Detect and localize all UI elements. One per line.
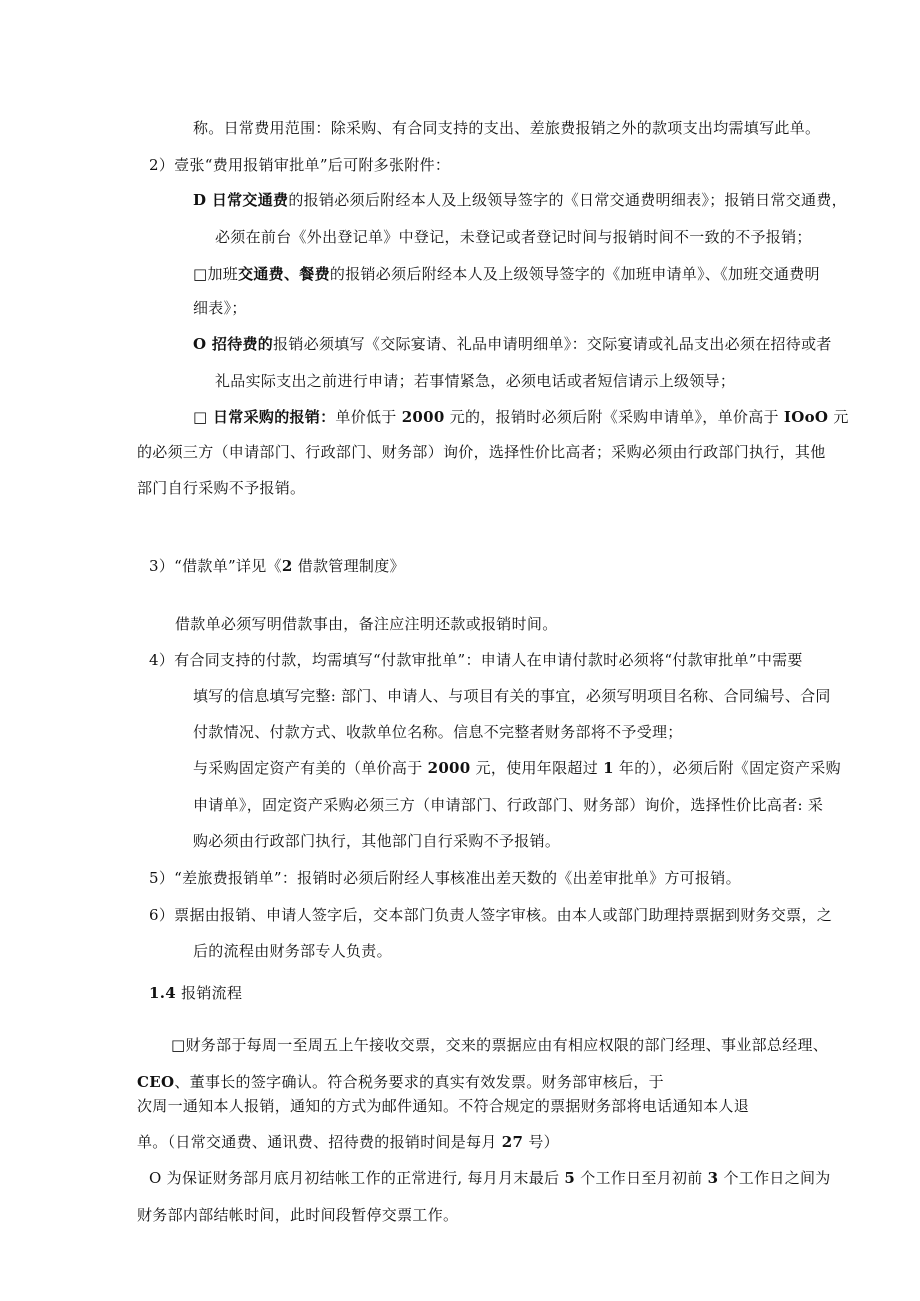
rule-text: O 为保证财务部月底月初结帐工作的正常进行, 每月月末最后 bbox=[149, 1169, 565, 1187]
bold-term: D 日常交通费 bbox=[193, 191, 289, 209]
text-line-24: □财务部于每周一至周五上午接收交票，交来的票据应由有相应权限的部门经理、事业部总经理、 bbox=[171, 1036, 829, 1054]
text-line-22: 后的流程由财务部专人负责。 bbox=[193, 942, 392, 960]
text-line-8: 礼品实际支出之前进行申请；若事情紧急，必须电话或者短信请示上级领导； bbox=[215, 372, 736, 390]
heading-text: 3）“借款单”详见《 bbox=[149, 557, 282, 575]
text-line-25 bbox=[137, 1072, 664, 1092]
rule-text: 年的），必须后附《固定资产采购 bbox=[613, 759, 841, 777]
number: 5 bbox=[564, 1169, 576, 1187]
rule-text: 的报销必须后附经本人及上级领导签字的《日常交通费明细表》；报销日常交通费， bbox=[288, 191, 847, 209]
number: 3 bbox=[707, 1169, 719, 1187]
text-line-13: 借款单必须写明借款事由，备注应注明还款或报销时间。 bbox=[175, 615, 558, 633]
item-5-heading: 5）“差旅费报销单”：报销时必须后附经人事核准出差天数的《出差审批单》方可报销。 bbox=[149, 869, 741, 887]
rule-text: 个工作日至月初前 bbox=[575, 1169, 708, 1187]
rule-text: 号） bbox=[523, 1133, 559, 1151]
text-line-27 bbox=[137, 1132, 559, 1152]
rule-text: 单。（日常交通费、通讯费、招待费的报销时间是每月 bbox=[137, 1133, 502, 1151]
daily-purchase-rule bbox=[193, 407, 849, 427]
amount: 1 bbox=[603, 759, 614, 777]
rule-text: 元，使用年限超过 bbox=[470, 759, 604, 777]
bold-term: □ 日常采购的报销： bbox=[193, 408, 336, 426]
rule-text: 、董事长的签字确认。符合税务要求的真实有效发票。财务部审核后，于 bbox=[174, 1073, 664, 1091]
checkbox-prefix: □加班 bbox=[193, 265, 239, 283]
rule-text: 单价低于 bbox=[335, 408, 402, 426]
daily-transport-rule bbox=[193, 190, 847, 210]
text-line-15: 填写的信息填写完整: 部门、申请人、与项目有关的事宜，必须写明项目名称、合同编号、合同 bbox=[193, 687, 831, 705]
overtime-rule bbox=[193, 264, 820, 284]
rule-text: 个工作日之间为 bbox=[718, 1169, 831, 1187]
rule-text: 的报销必须后附经本人及上级领导签字的《加班申请单》、《加班交通费明 bbox=[329, 265, 820, 283]
text-line-26: 次周一通知本人报销，通知的方式为邮件通知。不符合规定的票据财务部将电话通知本人退 bbox=[137, 1097, 750, 1115]
text-line-10: 的必须三方（申请部门、行政部门、财务部）询价，选择性价比高者；采购必须由行政部门执行，其他 bbox=[137, 443, 826, 461]
rule-text: 报销必须填写《交际宴请、礼品申请明细单》：交际宴请或礼品支出必须在招待或者 bbox=[273, 335, 832, 353]
rule-text: 与采购固定资产有美的（单价高于 bbox=[193, 759, 428, 777]
bold-term: 交通费、餐费 bbox=[238, 265, 330, 283]
text-line-4: 必须在前台《外出登记单》中登记，未登记或者登记时间与报销时间不一致的不予报销； bbox=[215, 228, 812, 246]
entertainment-rule bbox=[193, 334, 832, 354]
item-4-heading: 4）有合同支持的付款，均需填写“付款审批单”：申请人在申请付款时必须将“付款审批单”中需要 bbox=[149, 651, 803, 669]
section-title: 报销流程 bbox=[176, 984, 243, 1002]
amount: 2000 bbox=[401, 408, 445, 426]
section-number: 1.4 bbox=[149, 984, 176, 1002]
amount: IOoO bbox=[783, 408, 829, 426]
day-number: 27 bbox=[501, 1133, 524, 1151]
text-line-1: 称。日常费用范围：除采购、有合同支持的支出、差旅费报销之外的款项支出均需填写此单。 bbox=[193, 119, 821, 137]
text-line-18: 申请单》，固定资产采购必须三方（申请部门、行政部门、财务部）询价，选择性价比高者: 采 bbox=[193, 796, 824, 814]
number: 2 bbox=[281, 557, 293, 575]
ceo-label: CEO bbox=[137, 1073, 175, 1091]
section-heading-1-4 bbox=[149, 983, 242, 1003]
rule-text: 元 bbox=[828, 408, 849, 426]
item-6-heading: 6）票据由报销、申请人签字后，交本部门负责人签字审核。由本人或部门助理持票据到财务交票，之 bbox=[149, 906, 833, 924]
text-line-29: 财务部内部结帐时间，此时间段暂停交票工作。 bbox=[137, 1206, 459, 1224]
bold-term: O 招待费的 bbox=[193, 335, 274, 353]
text-line-16: 付款情况、付款方式、收款单位名称。信息不完整者财务部将不予受理； bbox=[193, 723, 683, 741]
fixed-asset-rule bbox=[193, 758, 841, 778]
text-line-11: 部门自行采购不予报销。 bbox=[137, 479, 306, 497]
text-line-6: 细表》； bbox=[193, 299, 247, 317]
item-3-heading bbox=[149, 556, 405, 576]
text-line-28 bbox=[149, 1168, 831, 1188]
heading-text: 借款管理制度》 bbox=[292, 557, 405, 575]
amount: 2000 bbox=[427, 759, 471, 777]
rule-text: 元的，报销时必须后附《采购申请单》，单价高于 bbox=[444, 408, 784, 426]
item-2-heading: 2）壹张“费用报销审批单”后可附多张附件： bbox=[149, 156, 451, 174]
text-line-19: 购必须由行政部门执行，其他部门自行采购不予报销。 bbox=[193, 832, 561, 850]
